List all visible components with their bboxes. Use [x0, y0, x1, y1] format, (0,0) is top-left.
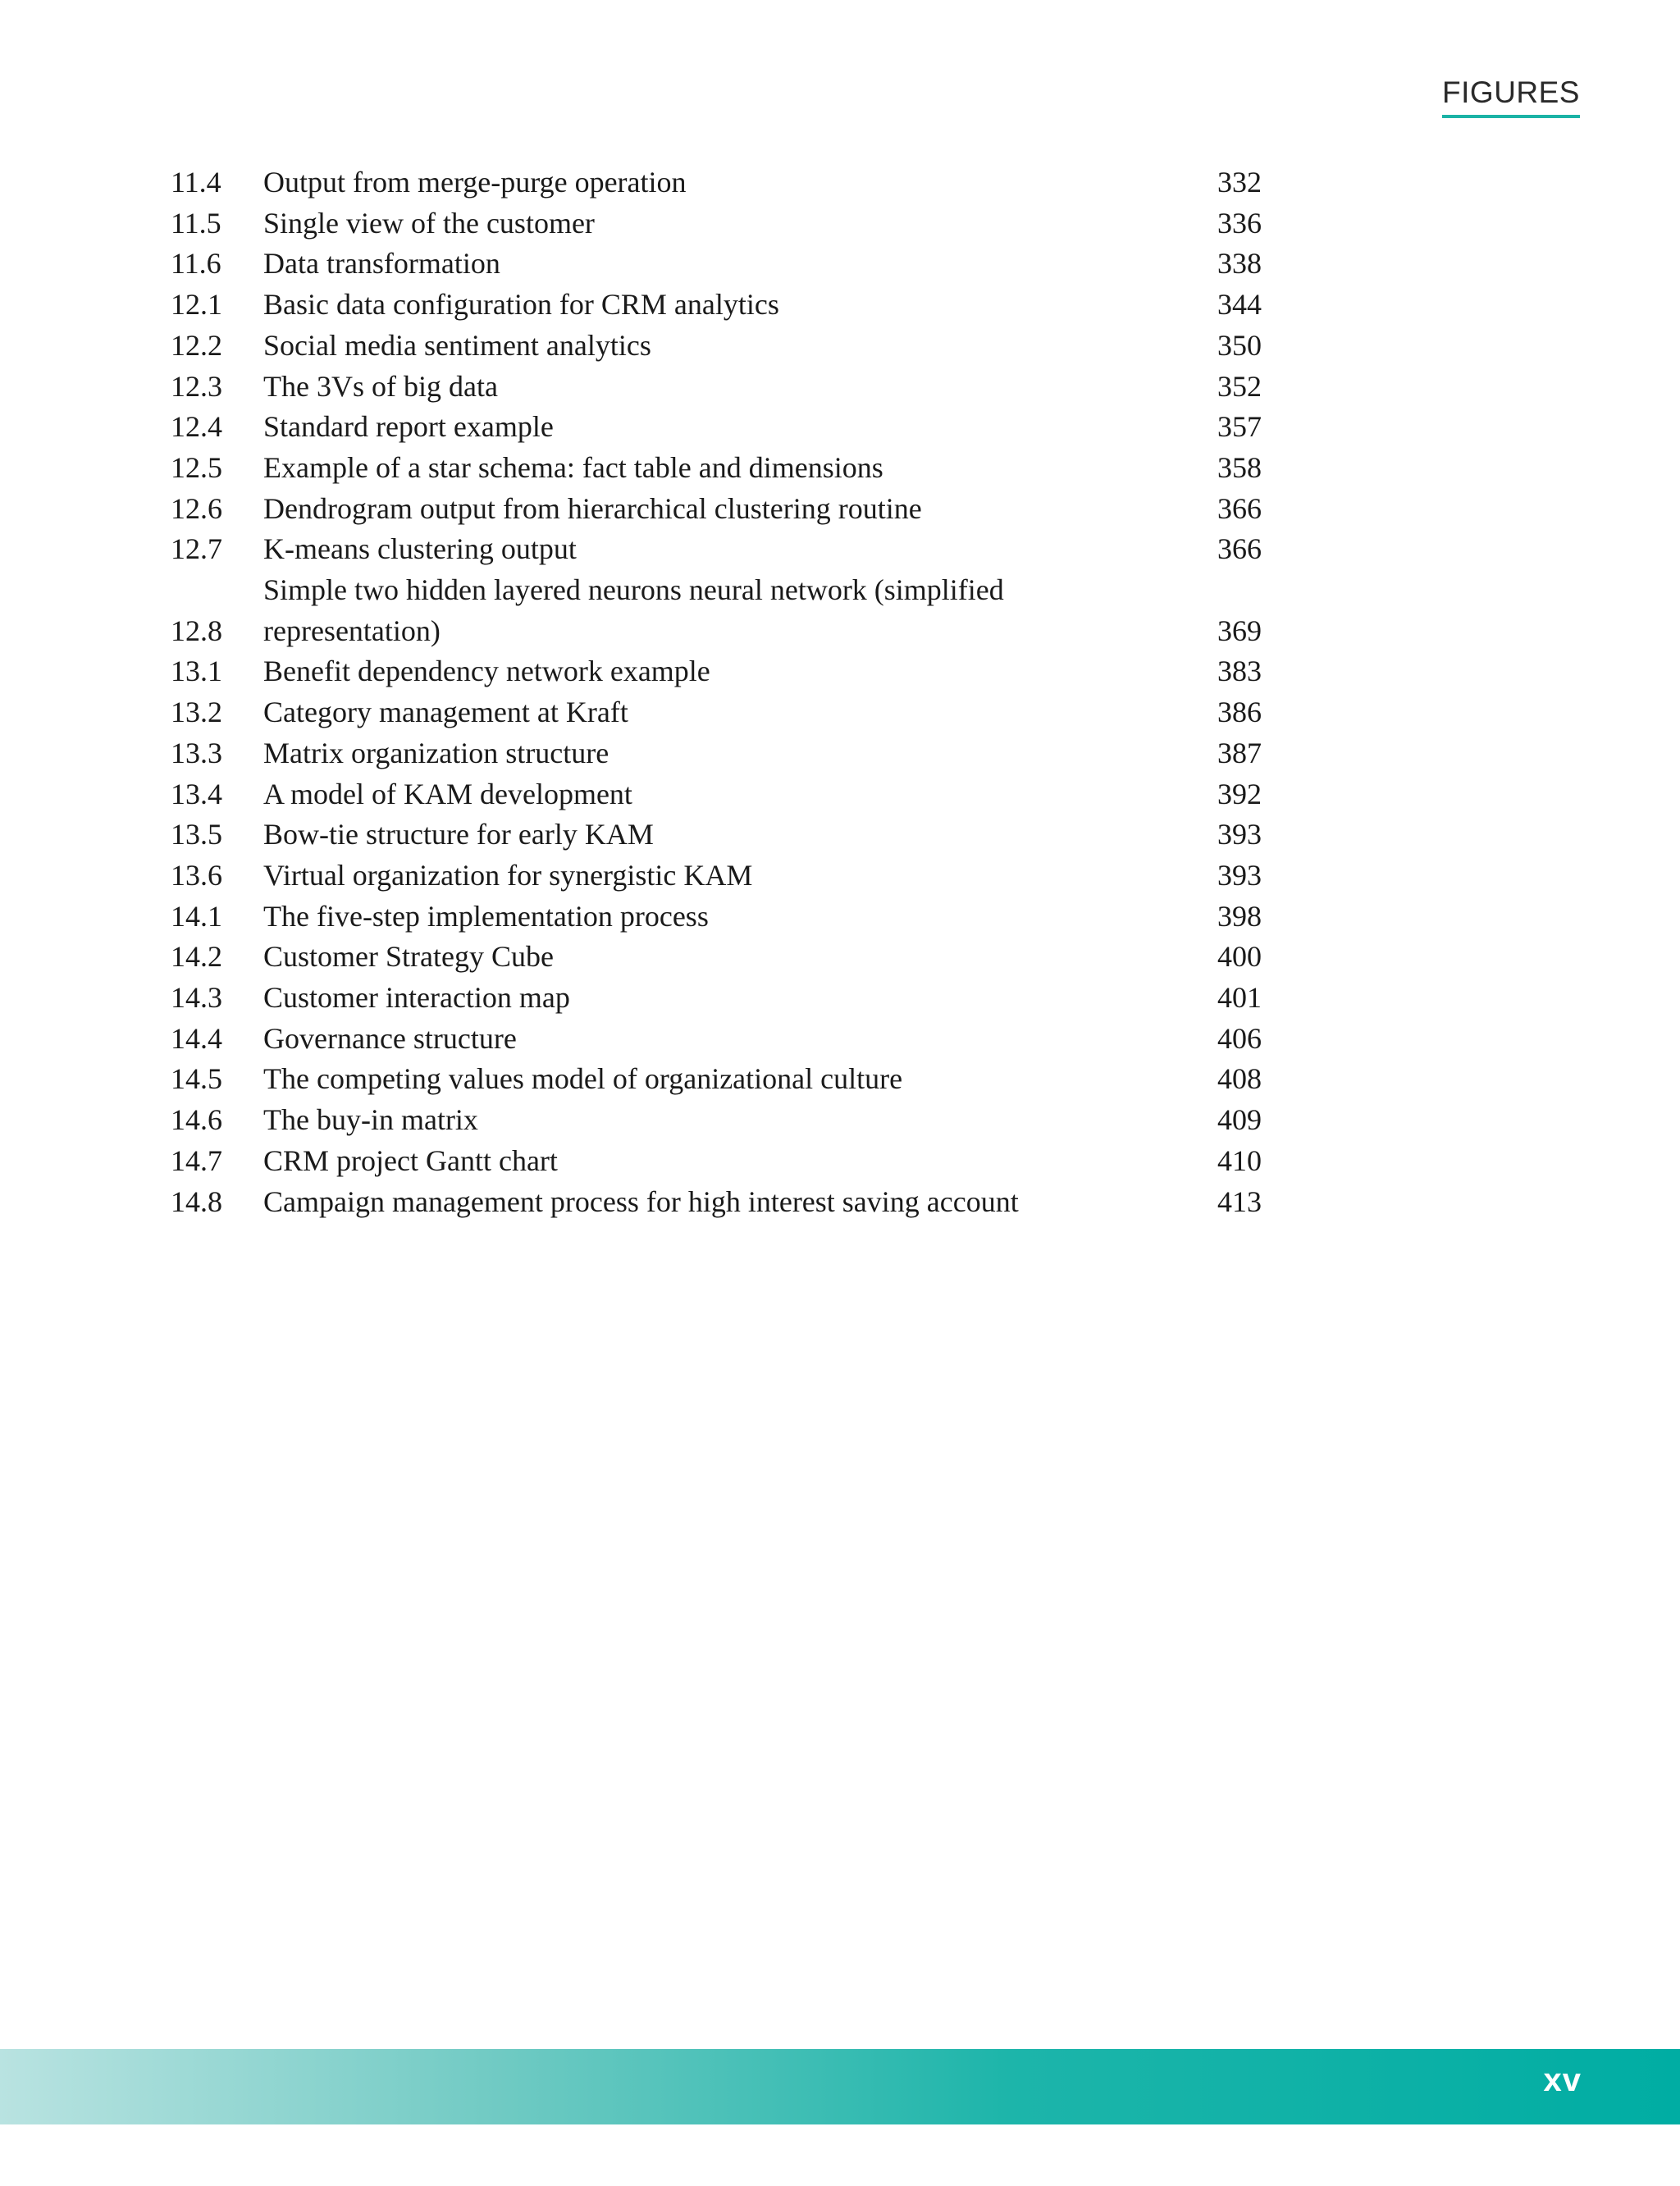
figure-page: 386 — [1217, 696, 1262, 729]
figure-page: 366 — [1217, 532, 1262, 566]
figure-title: The five-step implementation process — [263, 899, 709, 933]
figure-page: 387 — [1217, 736, 1262, 769]
figure-title: Governance structure — [263, 1021, 517, 1055]
list-item — [171, 570, 1262, 651]
figure-page: 406 — [1217, 1021, 1262, 1055]
figure-page: 338 — [1217, 247, 1262, 281]
list-item — [171, 1019, 1262, 1060]
figure-number: 14.4 — [171, 1021, 222, 1055]
list-item — [171, 897, 1262, 938]
footer-band — [0, 2049, 1680, 2124]
figure-title: The 3Vs of big data — [263, 369, 498, 403]
figure-number: 14.2 — [171, 940, 222, 974]
figure-number: 13.3 — [171, 736, 222, 769]
figure-number: 13.4 — [171, 777, 222, 810]
list-item — [171, 162, 1262, 203]
list-item — [171, 1100, 1262, 1141]
figure-title: Standard report example — [263, 410, 554, 444]
figure-page: 409 — [1217, 1103, 1262, 1137]
figure-title: Example of a star schema: fact table and dimensions — [263, 450, 883, 484]
figure-page: 336 — [1217, 206, 1262, 240]
running-head: FIGURES — [1442, 75, 1580, 118]
figure-page: 398 — [1217, 899, 1262, 933]
figure-title: Data transformation — [263, 247, 500, 281]
figure-page: 400 — [1217, 940, 1262, 974]
list-item — [171, 1182, 1262, 1223]
figure-title: Matrix organization structure — [263, 736, 609, 769]
figure-page: 410 — [1217, 1143, 1262, 1177]
list-item — [171, 448, 1262, 489]
figure-title: Category management at Kraft — [263, 696, 628, 729]
figure-page: 408 — [1217, 1062, 1262, 1096]
figure-number: 14.7 — [171, 1143, 222, 1177]
figure-number: 14.8 — [171, 1184, 222, 1218]
list-item — [171, 815, 1262, 856]
figure-number: 11.6 — [171, 247, 221, 281]
list-item — [171, 937, 1262, 978]
figure-number: 14.1 — [171, 899, 222, 933]
list-item — [171, 285, 1262, 326]
figure-number: 12.5 — [171, 450, 222, 484]
list-item — [171, 244, 1262, 285]
figure-title: The competing values model of organizational culture — [263, 1062, 903, 1096]
list-item — [171, 692, 1262, 733]
list-item — [171, 326, 1262, 367]
figure-title: A model of KAM development — [263, 777, 632, 810]
figure-title: Virtual organization for synergistic KAM — [263, 858, 753, 892]
figure-title: Dendrogram output from hierarchical clustering routine — [263, 491, 922, 525]
list-item — [171, 367, 1262, 408]
figure-title: CRM project Gantt chart — [263, 1143, 558, 1177]
list-item — [171, 203, 1262, 244]
figure-title: Social media sentiment analytics — [263, 328, 651, 362]
figure-title: Basic data configuration for CRM analytics — [263, 288, 779, 322]
figure-page: 401 — [1217, 981, 1262, 1015]
figure-number: 12.1 — [171, 288, 222, 322]
figure-page: 350 — [1217, 328, 1262, 362]
figure-page: 344 — [1217, 288, 1262, 322]
list-item — [171, 774, 1262, 815]
figure-number: 13.1 — [171, 655, 222, 688]
figure-title: K-means clustering output — [263, 532, 577, 566]
figure-page: 393 — [1217, 858, 1262, 892]
list-item — [171, 407, 1262, 448]
figure-number: 12.7 — [171, 532, 222, 566]
figure-number: 12.8 — [171, 614, 222, 647]
figure-number: 11.4 — [171, 166, 221, 199]
figure-number: 14.5 — [171, 1062, 222, 1096]
figure-page: 358 — [1217, 450, 1262, 484]
figure-title: Simple two hidden layered neurons neural network (simplified representation) — [263, 573, 1004, 647]
figure-page: 366 — [1217, 491, 1262, 525]
list-item — [171, 529, 1262, 570]
figure-page: 357 — [1217, 410, 1262, 444]
list-item — [171, 1141, 1262, 1182]
figure-number: 13.6 — [171, 858, 222, 892]
figure-number: 13.5 — [171, 818, 222, 851]
list-item — [171, 978, 1262, 1019]
figure-title: Output from merge-purge operation — [263, 166, 687, 199]
figure-number: 14.6 — [171, 1103, 222, 1137]
figure-page: 383 — [1217, 655, 1262, 688]
list-item — [171, 856, 1262, 897]
figure-number: 12.2 — [171, 328, 222, 362]
list-item — [171, 651, 1262, 692]
figure-title: Bow-tie structure for early KAM — [263, 818, 654, 851]
figure-title: Benefit dependency network example — [263, 655, 710, 688]
figure-number: 14.3 — [171, 981, 222, 1015]
list-item — [171, 733, 1262, 774]
list-item — [171, 489, 1262, 530]
figure-page: 393 — [1217, 818, 1262, 851]
figure-number: 13.2 — [171, 696, 222, 729]
page-number: xv — [1543, 2062, 1582, 2098]
figure-title: Single view of the customer — [263, 206, 595, 240]
figure-number: 12.6 — [171, 491, 222, 525]
figure-title: Customer interaction map — [263, 981, 570, 1015]
figure-title: Customer Strategy Cube — [263, 940, 554, 974]
figure-number: 11.5 — [171, 206, 221, 240]
figure-page: 413 — [1217, 1184, 1262, 1218]
figure-title: Campaign management process for high interest saving account — [263, 1184, 1019, 1218]
figure-page: 352 — [1217, 369, 1262, 403]
list-item — [171, 1059, 1262, 1100]
figure-number: 12.4 — [171, 410, 222, 444]
list-of-figures — [171, 162, 1262, 1222]
figure-page: 392 — [1217, 777, 1262, 810]
figure-page: 369 — [1217, 614, 1262, 647]
figure-page: 332 — [1217, 166, 1262, 199]
figure-number: 12.3 — [171, 369, 222, 403]
figure-title: The buy-in matrix — [263, 1103, 478, 1137]
